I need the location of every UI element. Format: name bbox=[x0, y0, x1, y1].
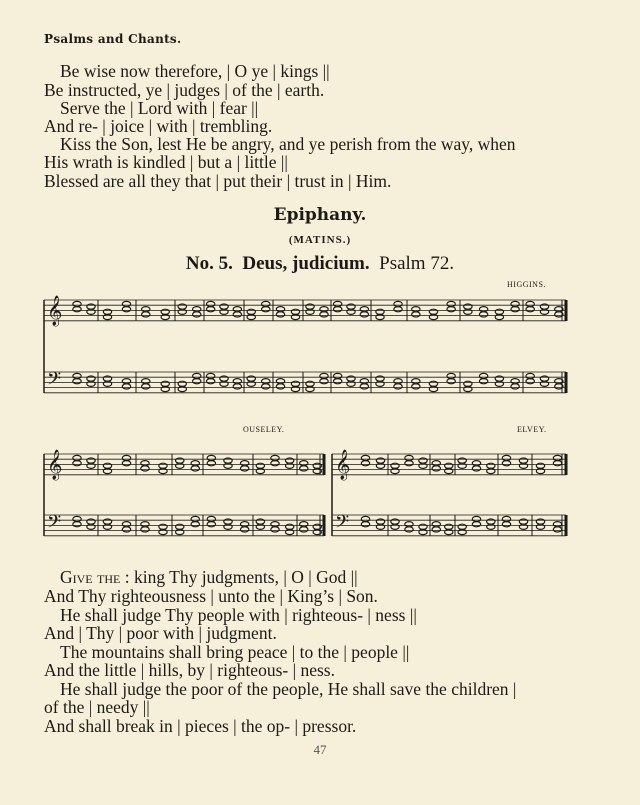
note-head bbox=[207, 522, 215, 527]
note-head bbox=[445, 524, 453, 529]
note-head bbox=[271, 527, 279, 532]
section-title: Epiphany. bbox=[273, 205, 367, 225]
note-head bbox=[178, 386, 186, 391]
note-head bbox=[447, 301, 455, 306]
note-head bbox=[240, 527, 248, 532]
note-head bbox=[361, 522, 369, 527]
note-head bbox=[291, 309, 299, 314]
composer-elvey: ELVEY. bbox=[517, 425, 547, 434]
note-head bbox=[122, 379, 130, 384]
note-head bbox=[333, 373, 341, 378]
note-head bbox=[87, 381, 95, 386]
note-head bbox=[256, 463, 264, 468]
verse-line: He shall judge the poor of the people, He shall save the children | bbox=[60, 679, 517, 699]
note-head bbox=[405, 522, 413, 527]
note-head bbox=[405, 527, 413, 532]
bass-clef-icon: 𝄢 bbox=[47, 512, 62, 537]
note-head bbox=[285, 458, 293, 463]
note-head bbox=[502, 455, 510, 460]
note-head bbox=[394, 384, 402, 389]
note-head bbox=[540, 376, 548, 381]
note-head bbox=[447, 307, 455, 312]
note-head bbox=[540, 381, 548, 386]
note-head bbox=[142, 379, 150, 384]
note-head bbox=[536, 463, 544, 468]
chant-number: No. 5. bbox=[185, 253, 233, 274]
note-head bbox=[519, 458, 527, 463]
running-header: Psalms and Chants. bbox=[44, 32, 182, 46]
note-head bbox=[536, 519, 544, 524]
note-head bbox=[376, 463, 384, 468]
note-head bbox=[376, 314, 384, 319]
note-head bbox=[193, 307, 201, 312]
note-head bbox=[464, 386, 472, 391]
treble-clef-icon: 𝄞 bbox=[47, 296, 63, 326]
note-head bbox=[526, 307, 534, 312]
note-head bbox=[159, 524, 167, 529]
note-head bbox=[276, 307, 284, 312]
note-head bbox=[432, 466, 440, 471]
note-head bbox=[432, 522, 440, 527]
note-head bbox=[87, 309, 95, 314]
note-head bbox=[161, 314, 169, 319]
note-head bbox=[73, 373, 81, 378]
note-head bbox=[300, 461, 308, 466]
note-head bbox=[472, 516, 480, 521]
note-head bbox=[247, 309, 255, 314]
verse-line: Blessed are all they that | put their | trust in | Him. bbox=[44, 171, 392, 191]
note-head bbox=[361, 516, 369, 521]
note-head bbox=[193, 373, 201, 378]
note-head bbox=[479, 373, 487, 378]
note-head bbox=[458, 524, 466, 529]
note-head bbox=[159, 529, 167, 534]
note-head bbox=[487, 468, 495, 473]
note-head bbox=[419, 458, 427, 463]
note-head bbox=[73, 379, 81, 384]
note-head bbox=[276, 384, 284, 389]
note-head bbox=[233, 379, 241, 384]
note-head bbox=[432, 461, 440, 466]
note-head bbox=[141, 527, 149, 532]
note-head bbox=[103, 309, 111, 314]
note-head bbox=[391, 524, 399, 529]
note-head bbox=[306, 381, 314, 386]
note-head bbox=[536, 524, 544, 529]
note-head bbox=[207, 461, 215, 466]
note-head bbox=[224, 519, 232, 524]
note-head bbox=[429, 314, 437, 319]
note-head bbox=[540, 304, 548, 309]
note-head bbox=[360, 312, 368, 317]
composer-ouseley: OUSELEY. bbox=[243, 425, 285, 434]
page-number: 47 bbox=[313, 742, 327, 757]
service-subtitle: (MATINS.) bbox=[288, 234, 352, 246]
note-head bbox=[306, 304, 314, 309]
note-head bbox=[347, 309, 355, 314]
note-head bbox=[479, 312, 487, 317]
note-head bbox=[495, 309, 503, 314]
note-head bbox=[445, 463, 453, 468]
note-head bbox=[122, 307, 130, 312]
note-head bbox=[87, 524, 95, 529]
note-head bbox=[333, 301, 341, 306]
note-head bbox=[233, 312, 241, 317]
note-head bbox=[487, 519, 495, 524]
note-head bbox=[256, 524, 264, 529]
note-head bbox=[464, 309, 472, 314]
verse-line: And | Thy | poor with | judgment. bbox=[44, 623, 277, 643]
verse-line: And shall break in | pieces | the op- | pressor. bbox=[44, 716, 357, 736]
note-head bbox=[87, 458, 95, 463]
note-head bbox=[233, 307, 241, 312]
bass-clef-icon: 𝄢 bbox=[335, 512, 350, 537]
note-head bbox=[103, 463, 111, 468]
note-head bbox=[178, 304, 186, 309]
note-head bbox=[376, 458, 384, 463]
note-head bbox=[73, 455, 81, 460]
verse-text: king Thy judgments, | O | God || bbox=[129, 567, 358, 587]
psalm-reference: Psalm 72. bbox=[379, 253, 455, 274]
note-head bbox=[191, 466, 199, 471]
note-head bbox=[206, 307, 214, 312]
note-head bbox=[376, 376, 384, 381]
note-head bbox=[394, 379, 402, 384]
note-head bbox=[247, 376, 255, 381]
note-head bbox=[320, 307, 328, 312]
note-head bbox=[553, 522, 561, 527]
note-head bbox=[361, 461, 369, 466]
note-head bbox=[429, 309, 437, 314]
note-head bbox=[220, 309, 228, 314]
note-head bbox=[472, 461, 480, 466]
note-head bbox=[511, 307, 519, 312]
note-head bbox=[87, 463, 95, 468]
note-head bbox=[360, 379, 368, 384]
note-head bbox=[220, 381, 228, 386]
note-head bbox=[122, 384, 130, 389]
note-head bbox=[73, 301, 81, 306]
note-head bbox=[191, 516, 199, 521]
note-head bbox=[347, 304, 355, 309]
note-head bbox=[306, 386, 314, 391]
verse-line: Kiss the Son, lest He be angry, and ye perish from the way, when bbox=[60, 134, 516, 154]
verse-line: Be wise now therefore, | O ye | kings || bbox=[60, 61, 330, 81]
note-head bbox=[159, 463, 167, 468]
note-head bbox=[553, 455, 561, 460]
note-head bbox=[447, 373, 455, 378]
note-head bbox=[412, 379, 420, 384]
note-head bbox=[87, 376, 95, 381]
note-head bbox=[360, 384, 368, 389]
note-head bbox=[376, 309, 384, 314]
note-head bbox=[256, 468, 264, 473]
verse-line: And Thy righteousness | unto the | King’s | Son. bbox=[44, 586, 378, 606]
note-head bbox=[159, 468, 167, 473]
note-head bbox=[300, 527, 308, 532]
note-head bbox=[412, 312, 420, 317]
verse-line: And the little | hills, by | righteous- | ness. bbox=[44, 660, 335, 680]
note-head bbox=[220, 376, 228, 381]
note-head bbox=[87, 304, 95, 309]
verse-lead: Give the : bbox=[60, 567, 130, 587]
note-head bbox=[224, 463, 232, 468]
note-head bbox=[479, 307, 487, 312]
note-head bbox=[526, 373, 534, 378]
note-head bbox=[502, 516, 510, 521]
note-head bbox=[103, 381, 111, 386]
note-head bbox=[347, 376, 355, 381]
note-head bbox=[376, 381, 384, 386]
note-head bbox=[191, 522, 199, 527]
note-head bbox=[412, 307, 420, 312]
note-head bbox=[472, 522, 480, 527]
note-head bbox=[193, 379, 201, 384]
note-head bbox=[206, 301, 214, 306]
note-head bbox=[320, 379, 328, 384]
note-head bbox=[103, 314, 111, 319]
note-head bbox=[291, 381, 299, 386]
note-head bbox=[479, 379, 487, 384]
note-head bbox=[122, 527, 130, 532]
note-head bbox=[391, 468, 399, 473]
note-head bbox=[445, 468, 453, 473]
note-head bbox=[300, 522, 308, 527]
note-head bbox=[519, 524, 527, 529]
note-head bbox=[73, 461, 81, 466]
note-head bbox=[141, 461, 149, 466]
note-head bbox=[224, 524, 232, 529]
note-head bbox=[495, 376, 503, 381]
note-head bbox=[511, 384, 519, 389]
note-head bbox=[178, 309, 186, 314]
note-head bbox=[73, 516, 81, 521]
note-head bbox=[519, 463, 527, 468]
bass-clef-icon: 𝄢 bbox=[47, 369, 62, 394]
treble-clef-icon: 𝄞 bbox=[47, 450, 63, 480]
note-head bbox=[360, 307, 368, 312]
note-head bbox=[553, 527, 561, 532]
chant-name: Deus, judicium. bbox=[242, 253, 370, 274]
note-head bbox=[347, 381, 355, 386]
note-head bbox=[291, 314, 299, 319]
note-head bbox=[161, 381, 169, 386]
note-head bbox=[432, 527, 440, 532]
note-head bbox=[495, 314, 503, 319]
note-head bbox=[291, 386, 299, 391]
note-head bbox=[176, 524, 184, 529]
note-head bbox=[502, 461, 510, 466]
note-head bbox=[276, 379, 284, 384]
note-head bbox=[207, 516, 215, 521]
note-head bbox=[271, 455, 279, 460]
note-head bbox=[394, 307, 402, 312]
treble-clef-icon: 𝄞 bbox=[335, 450, 351, 480]
note-head bbox=[103, 468, 111, 473]
note-head bbox=[429, 381, 437, 386]
note-head bbox=[320, 373, 328, 378]
note-head bbox=[412, 384, 420, 389]
note-head bbox=[142, 312, 150, 317]
note-head bbox=[161, 386, 169, 391]
note-head bbox=[285, 529, 293, 534]
note-head bbox=[240, 466, 248, 471]
verse-line: Serve the | Lord with | fear || bbox=[60, 98, 259, 118]
note-head bbox=[391, 519, 399, 524]
note-head bbox=[87, 519, 95, 524]
note-head bbox=[487, 463, 495, 468]
note-head bbox=[553, 461, 561, 466]
note-head bbox=[240, 522, 248, 527]
note-head bbox=[495, 381, 503, 386]
composer-higgins: HIGGINS. bbox=[507, 280, 546, 289]
note-head bbox=[220, 304, 228, 309]
note-head bbox=[458, 458, 466, 463]
verse-line bbox=[60, 568, 358, 587]
note-head bbox=[276, 312, 284, 317]
note-head bbox=[502, 522, 510, 527]
note-head bbox=[333, 379, 341, 384]
note-head bbox=[73, 522, 81, 527]
note-head bbox=[536, 468, 544, 473]
note-head bbox=[224, 458, 232, 463]
note-head bbox=[141, 522, 149, 527]
note-head bbox=[176, 458, 184, 463]
note-head bbox=[285, 524, 293, 529]
note-head bbox=[103, 519, 111, 524]
note-head bbox=[429, 386, 437, 391]
note-head bbox=[122, 455, 130, 460]
note-head bbox=[103, 376, 111, 381]
note-head bbox=[320, 312, 328, 317]
verse-line: His wrath is kindled | but a | little || bbox=[44, 152, 288, 172]
note-head bbox=[240, 461, 248, 466]
note-head bbox=[142, 307, 150, 312]
note-head bbox=[376, 524, 384, 529]
note-head bbox=[206, 379, 214, 384]
note-head bbox=[391, 463, 399, 468]
verse-line: And re- | joice | with | trembling. bbox=[44, 116, 273, 136]
note-head bbox=[176, 463, 184, 468]
note-head bbox=[419, 529, 427, 534]
note-head bbox=[73, 307, 81, 312]
note-head bbox=[122, 301, 130, 306]
note-head bbox=[458, 463, 466, 468]
verse-line: He shall judge Thy people with | righteous- | ness || bbox=[60, 605, 417, 625]
note-head bbox=[472, 466, 480, 471]
note-head bbox=[176, 529, 184, 534]
note-head bbox=[142, 384, 150, 389]
note-head bbox=[256, 519, 264, 524]
note-head bbox=[262, 301, 270, 306]
verse-line: Be instructed, ye | judges | of the | earth. bbox=[44, 80, 325, 100]
note-head bbox=[419, 463, 427, 468]
note-head bbox=[247, 314, 255, 319]
note-head bbox=[262, 384, 270, 389]
note-head bbox=[376, 519, 384, 524]
note-head bbox=[103, 524, 111, 529]
note-head bbox=[464, 381, 472, 386]
note-head bbox=[233, 384, 241, 389]
note-head bbox=[511, 379, 519, 384]
note-head bbox=[178, 381, 186, 386]
note-head bbox=[405, 461, 413, 466]
note-head bbox=[333, 307, 341, 312]
note-head bbox=[447, 379, 455, 384]
note-head bbox=[271, 522, 279, 527]
note-head bbox=[405, 455, 413, 460]
note-head bbox=[511, 301, 519, 306]
note-head bbox=[361, 455, 369, 460]
note-head bbox=[206, 373, 214, 378]
note-head bbox=[247, 381, 255, 386]
verse-line: of the | needy || bbox=[44, 697, 150, 717]
note-head bbox=[122, 522, 130, 527]
note-head bbox=[487, 524, 495, 529]
note-head bbox=[161, 309, 169, 314]
note-head bbox=[262, 379, 270, 384]
note-head bbox=[191, 461, 199, 466]
note-head bbox=[526, 301, 534, 306]
note-head bbox=[540, 309, 548, 314]
note-head bbox=[445, 529, 453, 534]
note-head bbox=[300, 466, 308, 471]
note-head bbox=[141, 466, 149, 471]
note-head bbox=[458, 529, 466, 534]
note-head bbox=[207, 455, 215, 460]
note-head bbox=[394, 301, 402, 306]
note-head bbox=[526, 379, 534, 384]
note-head bbox=[306, 309, 314, 314]
note-head bbox=[285, 463, 293, 468]
note-head bbox=[464, 304, 472, 309]
note-head bbox=[271, 461, 279, 466]
note-head bbox=[419, 524, 427, 529]
note-head bbox=[122, 461, 130, 466]
note-head bbox=[262, 307, 270, 312]
note-head bbox=[193, 312, 201, 317]
verse-line: The mountains shall bring peace | to the | people || bbox=[60, 642, 410, 662]
note-head bbox=[519, 519, 527, 524]
